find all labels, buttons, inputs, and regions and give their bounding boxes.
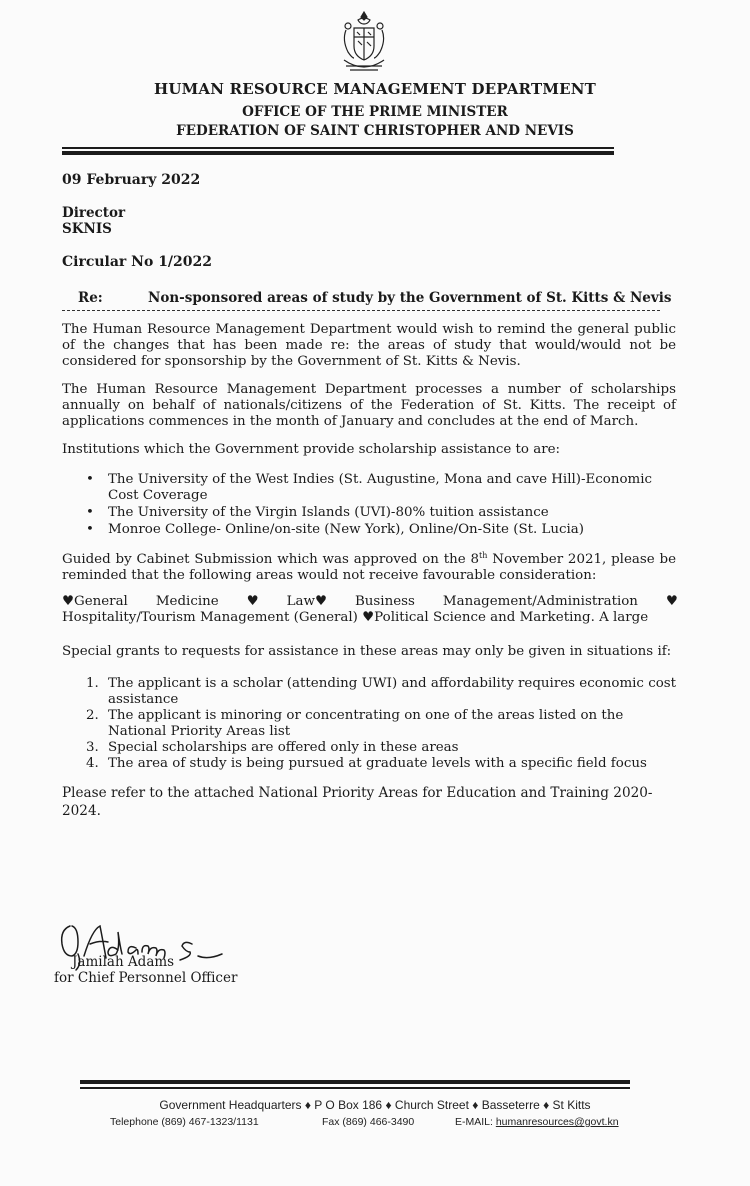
conditions-list [78,676,676,772]
list-text: The area of study is being pursued at graduate levels with a specific field focus [108,756,647,771]
letter-date: 09 February 2022 [62,172,201,188]
email-link[interactable]: humanresources@govt.kn [495,1116,619,1128]
paragraph-processing: The Human Resource Management Department processes a number of scholarships annually on behalf of nationals/citizens of the Federation of St. Kitts. The receipt of applications commences in the month of January and concludes at the end of March. [62,382,676,429]
area-item: Medicine [155,594,219,609]
coat-of-arms-icon [340,10,388,78]
list-text: The applicant is a scholar (attending UWI) and affordability requires economic cost assistance [108,676,677,707]
footer-telephone: Telephone (869) 467-1323/1131 [110,1116,259,1128]
paragraph-special-grants: Special grants to requests for assistance in these areas may only be given in situations if: [62,644,672,659]
circular-number: Circular No 1/2022 [62,254,213,270]
recipient-title: Director [62,205,126,221]
area-item: ♥ [665,594,678,609]
footer-fax: Fax (869) 466-3490 [322,1116,415,1128]
area-item: Business [354,594,415,609]
footer-rule-thin [80,1087,630,1089]
email-label: E-MAIL: [455,1116,496,1128]
list-item: • Monroe College- Online/on-site (New York), Online/On-Site (St. Lucia) [86,522,686,538]
list-number: 1. [86,676,99,691]
federation-name: FEDERATION OF SAINT CHRISTOPHER AND NEVIS [176,123,574,139]
footer-rule-thick [80,1080,630,1084]
list-number: 2. [86,708,99,723]
list-number: 3. [86,740,99,755]
re-subject: Non-sponsored areas of study by the Government of St. Kitts & Nevis [148,290,672,306]
area-item: ♥General [62,594,128,609]
footer-email [455,1116,619,1128]
office-name: OFFICE OF THE PRIME MINISTER [242,104,508,120]
list-item: • The University of the Virgin Islands (UVI)-80% tuition assistance [86,505,686,521]
ordinal-suffix: th [479,551,488,560]
paragraph-refer: Please refer to the attached National Priority Areas for Education and Training 2020-2024. [62,785,653,819]
header-rule-thin [62,147,614,149]
paragraph-areas [62,594,676,626]
paragraph-institutions-intro: Institutions which the Government provide scholarship assistance to are: [62,442,561,457]
list-item [78,708,676,740]
list-item [78,676,676,708]
area-item: ♥ [246,594,259,609]
signatory-title: for Chief Personnel Officer [54,970,238,986]
department-name: HUMAN RESOURCE MANAGEMENT DEPARTMENT [153,80,597,98]
footer-address: Government Headquarters ♦ P O Box 186 ♦ Church Street ♦ Basseterre ♦ St Kitts [159,1098,591,1112]
cabinet-text-b: November 2021, please be reminded that the following areas would not receive favourable consideration: [62,552,676,583]
list-text: The applicant is minoring or concentrating on one of the areas listed on the National Priority Areas list [108,708,624,739]
list-item [78,740,676,756]
cabinet-text-a: Guided by Cabinet Submission which was approved on the 8 [62,552,480,567]
signatory-name: Jamilah Adams [72,954,175,970]
recipient-org: SKNIS [62,221,112,237]
list-text: Special scholarships are offered only in these areas [108,740,459,755]
area-item: Law♥ [286,594,327,609]
re-label: Re: [78,290,103,306]
list-item: • The University of the West Indies (St. Augustine, Mona and cave Hill)-Economic Cost Coverage [86,472,686,504]
institutions-list [86,472,686,539]
paragraph-cabinet [62,548,676,584]
area-line-2: Hospitality/Tourism Management (General) ♥Political Science and Marketing. A large [62,610,649,625]
list-item [78,756,676,772]
area-item: Management/Administration [442,594,638,609]
header-rule-thick [62,151,614,155]
paragraph-intro: The Human Resource Management Department would wish to remind the general public of the changes that has been made re: the areas of study that would/would not be considered for sponsorship by the Government of St. Kitts & Nevis. [62,322,676,369]
subject-divider [62,310,660,311]
list-number: 4. [86,756,99,771]
